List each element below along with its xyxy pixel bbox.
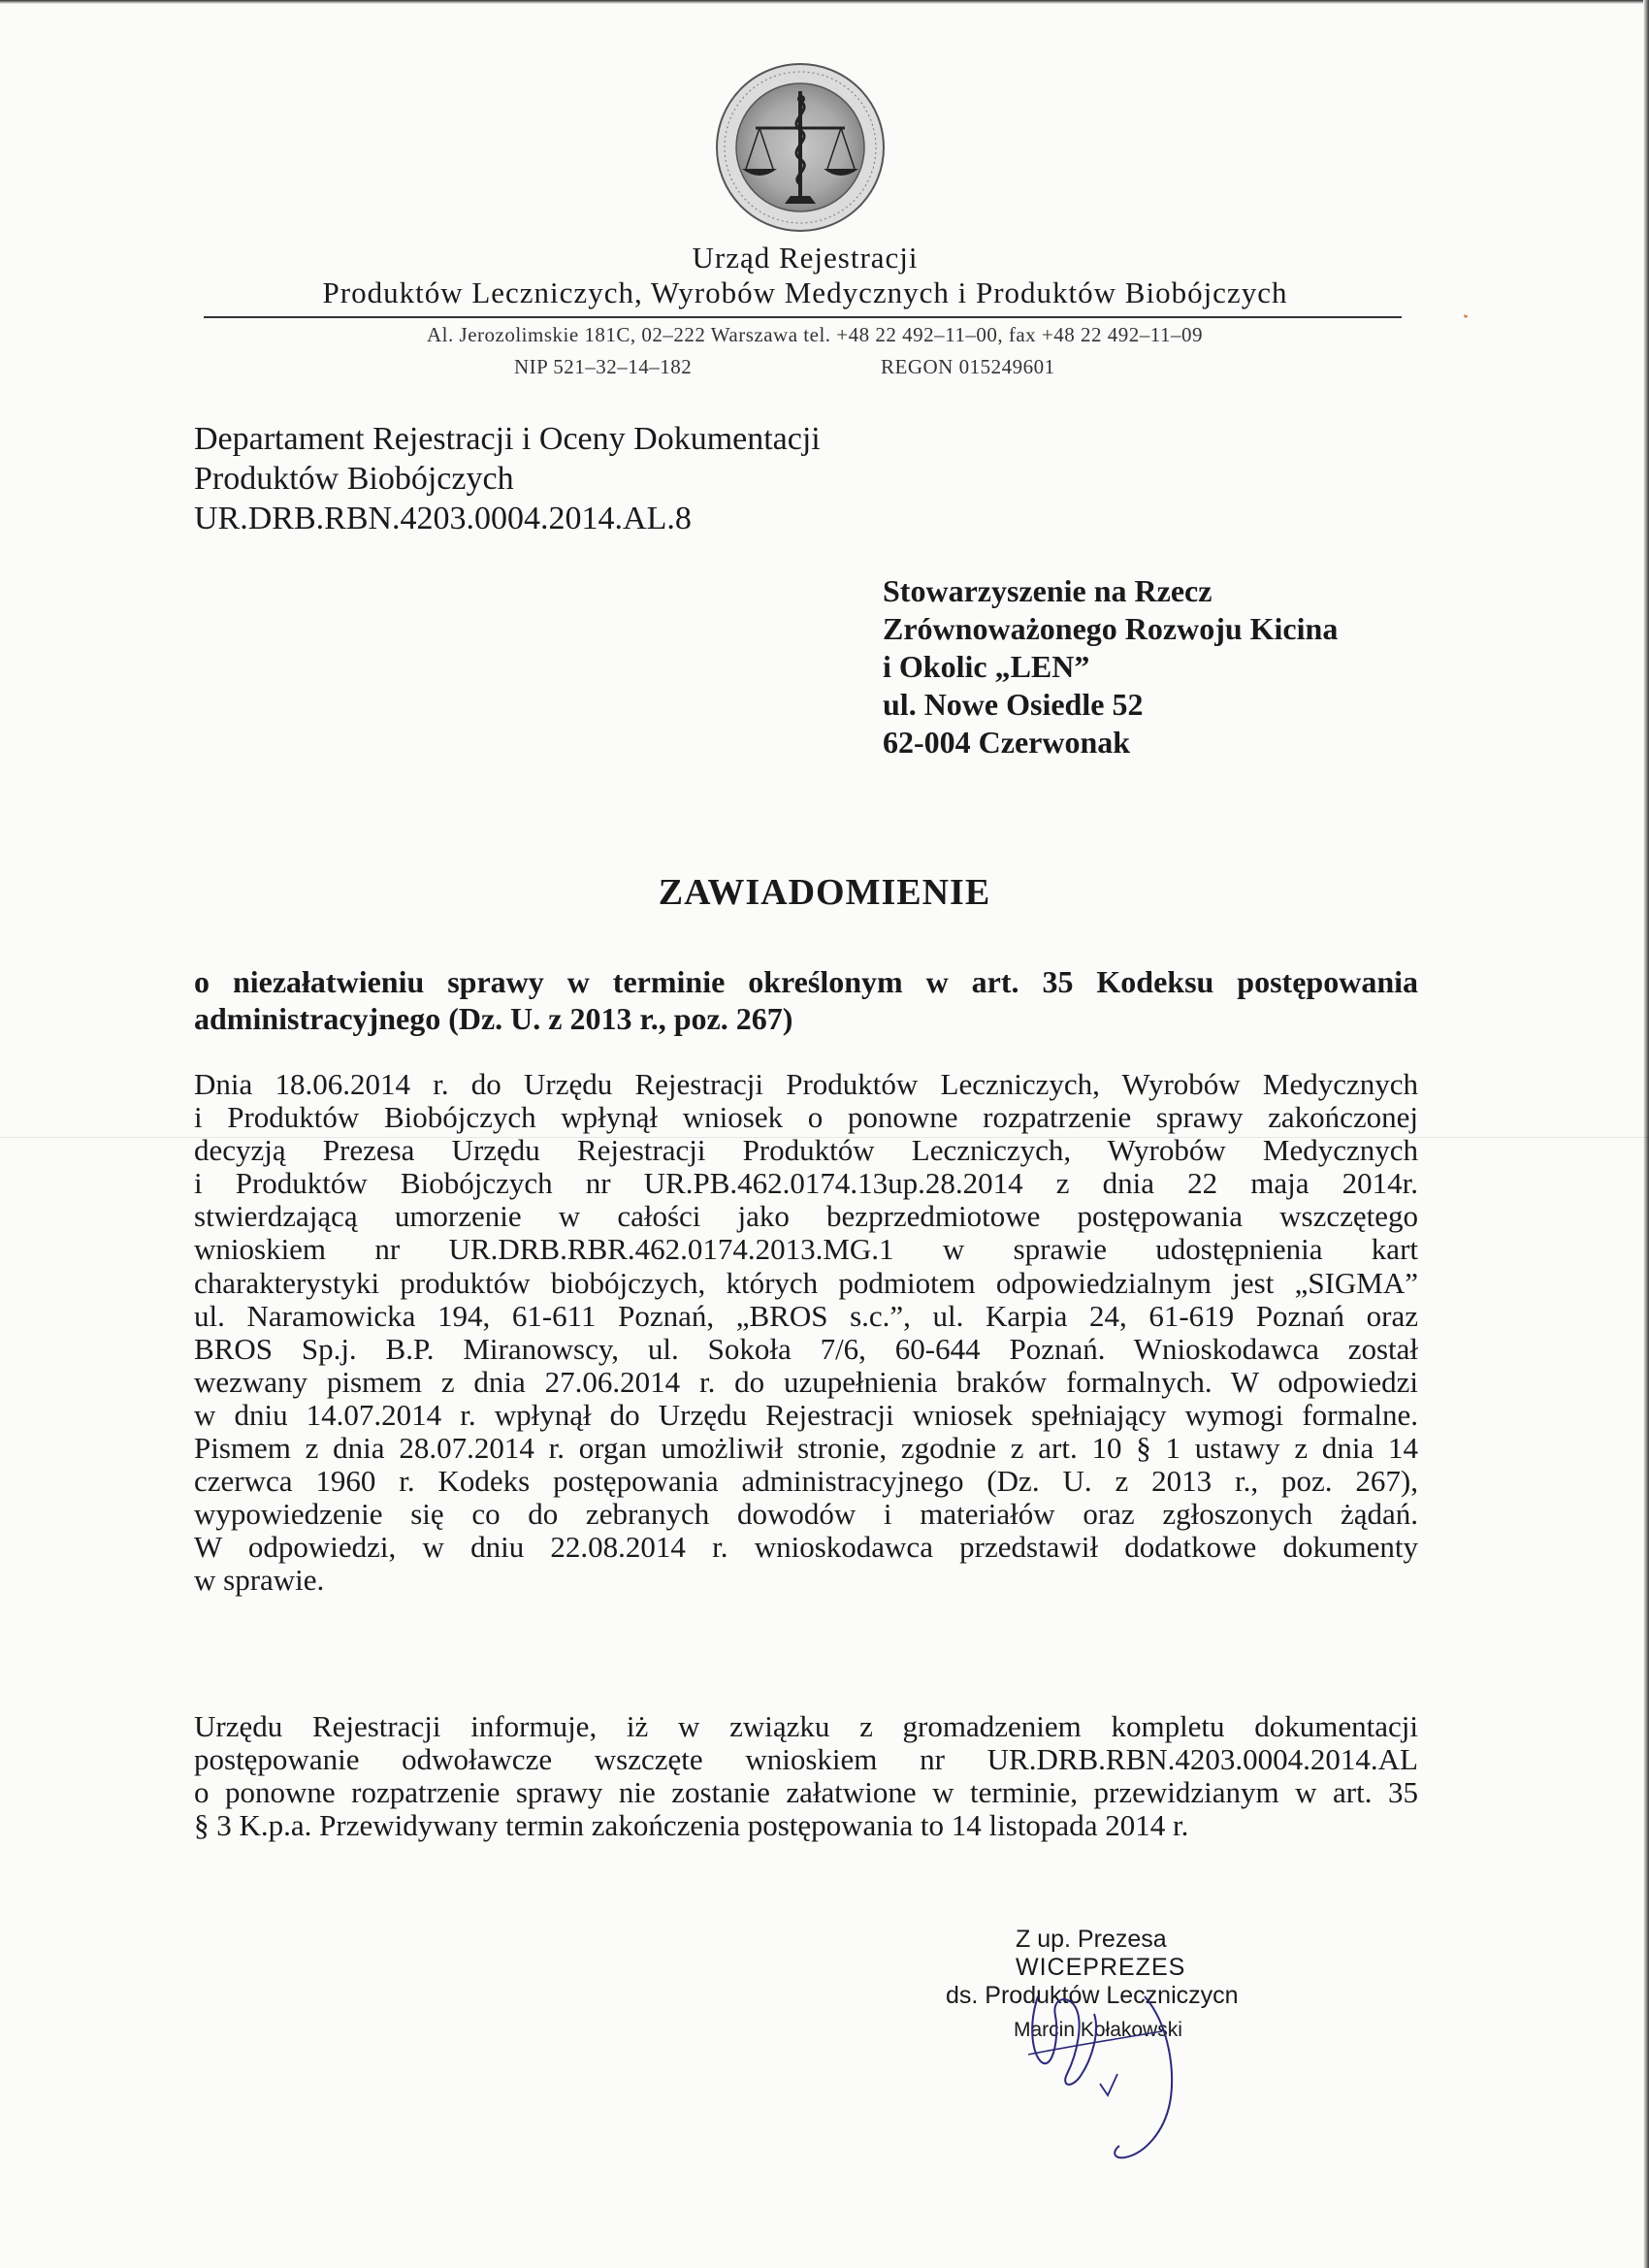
org-name-line2: Produktów Leczniczych, Wyrobów Medycznych i Produktów Biobójczych [322, 275, 1288, 309]
stamp-title: WICEPREZES [1016, 1954, 1186, 1981]
paragraph-line: w dniu 14.07.2014 r. wpłynął do Urzędu Rejestracji wniosek spełniający wymogi formalne. [194, 1397, 1418, 1432]
paragraph-line: BROS Sp.j. B.P. Miranowscy, ul. Sokoła 7/6, 60-644 Poznań. Wnioskodawca został [194, 1331, 1418, 1366]
paragraph-line: Pismem z dnia 28.07.2014 r. organ umożliwił stronie, zgodnie z art. 10 § 1 ustawy z dnia 14 [194, 1431, 1418, 1466]
reference-number: UR.DRB.RBN.4203.0004.2014.AL.8 [194, 501, 692, 536]
paragraph-line: W odpowiedzi, w dniu 22.08.2014 r. wnioskodawca przedstawił dodatkowe dokumenty [194, 1530, 1418, 1565]
subject-line2: administracyjnego (Dz. U. z 2013 r., poz. 267) [194, 1001, 793, 1036]
body-paragraph-1 [194, 1068, 1418, 1598]
stamp-line1: Z up. Prezesa [1016, 1926, 1167, 1953]
body-paragraph-2 [194, 1710, 1418, 1842]
stamp-line3: ds. Produktów Leczniczycn [946, 1982, 1239, 2009]
header-divider [204, 316, 1402, 318]
org-nip: NIP 521–32–14–182 [514, 355, 693, 378]
paragraph-line: czerwca 1960 r. Kodeks postępowania administracyjnego (Dz. U. z 2013 r., poz. 267), [194, 1464, 1418, 1499]
recipient-street: ul. Nowe Osiedle 52 [883, 687, 1144, 722]
stamp-signatory: Marcin Kołakowski [1014, 2019, 1182, 2041]
handwritten-signature [999, 1938, 1212, 2161]
paragraph-line: wypowiedzenie się co do zebranych dowodów i materiałów oraz zgłoszonych żądań. [194, 1497, 1418, 1532]
org-regon: REGON 015249601 [881, 355, 1055, 378]
paragraph-line: ul. Naramowicka 194, 61-611 Poznań, „BROS s.c.”, ul. Karpia 24, 61-619 Poznań oraz [194, 1298, 1418, 1333]
paragraph-line: wezwany pismem z dnia 27.06.2014 r. do uzupełnienia braków formalnych. W odpowiedzi [194, 1364, 1418, 1399]
department-name-line1: Departament Rejestracji i Oceny Dokumentacji [194, 421, 821, 457]
paragraph-line: o ponowne rozpatrzenie sprawy nie zostanie załatwione w terminie, przewidzianym w art. 35 [194, 1775, 1418, 1810]
paragraph-line: charakterystyki produktów biobójczych, których podmiotem odpowiedzialnym jest „SIGMA” [194, 1265, 1418, 1300]
recipient-line2: Zrównoważonego Rozwoju Kicina [883, 611, 1339, 646]
paragraph-line: i Produktów Biobójczych wpłynął wniosek o ponowne rozpatrzenie sprawy zakończonej [194, 1100, 1418, 1135]
paragraph-line: Urzędu Rejestracji informuje, iż w związku z gromadzeniem kompletu dokumentacji [194, 1709, 1418, 1743]
paragraph-line: postępowanie odwoławcze wszczęte wnioskiem nr UR.DRB.RBN.4203.0004.2014.AL [194, 1742, 1418, 1777]
department-name-line2: Produktów Biobójczych [194, 461, 514, 497]
sender-department [194, 419, 821, 538]
document-title: ZAWIADOMIENIE [658, 872, 991, 913]
paragraph-line: Dnia 18.06.2014 r. do Urzędu Rejestracji Produktów Leczniczych, Wyrobów Medycznych [194, 1067, 1418, 1101]
paragraph-line: i Produktów Biobójczych nr UR.PB.462.0174.13up.28.2014 z dnia 22 maja 2014r. [194, 1166, 1418, 1201]
org-name-line1: Urząd Rejestracji [692, 241, 919, 275]
paragraph-line: stwierdzającą umorzenie w całości jako bezprzedmiotowe postępowania wszczętego [194, 1199, 1418, 1234]
paragraph-line: decyzją Prezesa Urzędu Rejestracji Produktów Leczniczych, Wyrobów Medycznych [194, 1133, 1418, 1168]
scan-top-edge [0, 0, 1649, 4]
scan-speck [1463, 312, 1471, 320]
paragraph-line: w sprawie. [194, 1563, 325, 1598]
paragraph-line: wnioskiem nr UR.DRB.RBR.462.0174.2013.MG.1 w sprawie udostępnienia kart [194, 1232, 1418, 1267]
recipient-city: 62-004 Czerwonak [883, 725, 1131, 760]
recipient-address [883, 572, 1338, 761]
paragraph-line: § 3 K.p.a. Przewidywany termin zakończenia postępowania to 14 listopada 2014 r. [194, 1808, 1189, 1843]
org-contact-line: Al. Jerozolimskie 181C, 02–222 Warszawa tel. +48 22 492–11–00, fax +48 22 492–11–09 [427, 323, 1203, 346]
scan-right-edge [1643, 0, 1649, 2268]
subject [194, 963, 1418, 1037]
recipient-line1: Stowarzyszenie na Rzecz [883, 573, 1212, 608]
caduceus-scales-seal-icon [713, 60, 888, 235]
recipient-line3: i Okolic „LEN” [883, 649, 1090, 684]
subject-line1: o niezałatwieniu sprawy w terminie określonym w art. 35 Kodeksu postępowania [194, 964, 1418, 999]
